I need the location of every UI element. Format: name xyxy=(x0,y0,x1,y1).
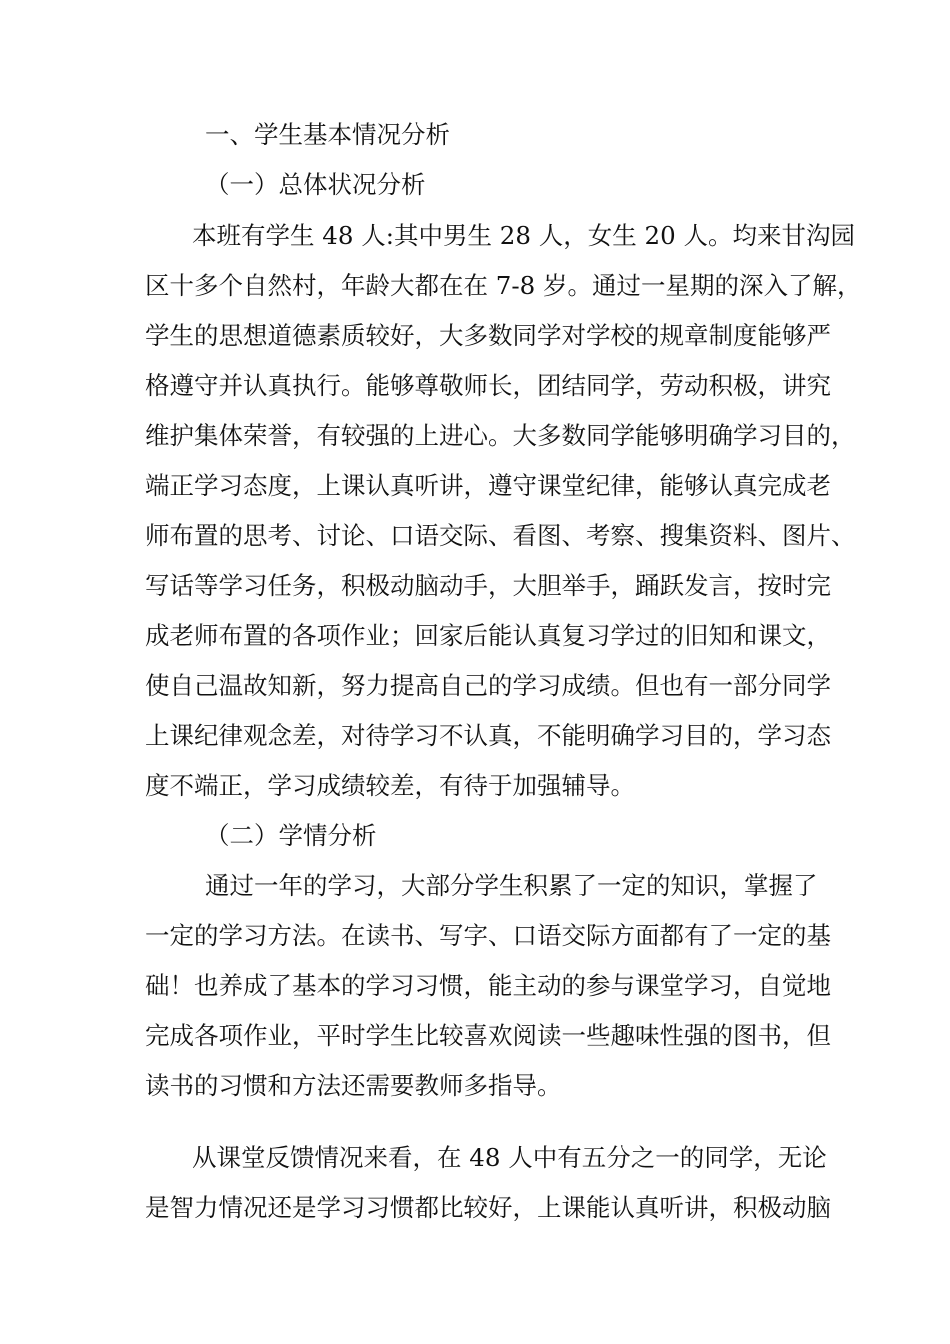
paragraph-line: 区十多个自然村，年龄大都在在 7-8 岁。通过一星期的深入了解， xyxy=(145,271,862,300)
subsection-heading-overall: （一）总体状况分析 xyxy=(205,170,426,199)
paragraph-line: 度不端正，学习成绩较差，有待于加强辅导。 xyxy=(145,771,635,800)
paragraph-line: 通过一年的学习，大部分学生积累了一定的知识，掌握了 xyxy=(205,871,818,900)
paragraph-line: 学生的思想道德素质较好，大多数同学对学校的规章制度能够严 xyxy=(145,321,831,350)
paragraph-line: 从课堂反馈情况来看，在 48 人中有五分之一的同学，无论 xyxy=(192,1143,827,1172)
paragraph-line: 是智力情况还是学习习惯都比较好，上课能认真听讲，积极动脑 xyxy=(145,1193,831,1222)
paragraph-line: 读书的习惯和方法还需要教师多指导。 xyxy=(145,1071,562,1100)
paragraph-line: 写话等学习任务，积极动脑动手，大胆举手，踊跃发言，按时完 xyxy=(145,571,831,600)
paragraph-line: 一定的学习方法。在读书、写字、口语交际方面都有了一定的基 xyxy=(145,921,831,950)
paragraph-line: 师布置的思考、讨论、口语交际、看图、考察、搜集资料、图片、 xyxy=(145,521,856,550)
paragraph-line: 维护集体荣誉，有较强的上进心。大多数同学能够明确学习目的， xyxy=(145,421,856,450)
paragraph-line: 本班有学生 48 人:其中男生 28 人，女生 20 人。均来甘沟园 xyxy=(192,221,856,250)
paragraph-line: 端正学习态度，上课认真听讲，遵守课堂纪律，能够认真完成老 xyxy=(145,471,831,500)
paragraph-line: 格遵守并认真执行。能够尊敬师长，团结同学，劳动积极，讲究 xyxy=(145,371,831,400)
paragraph-line: 完成各项作业，平时学生比较喜欢阅读一些趣味性强的图书，但 xyxy=(145,1021,831,1050)
paragraph-line: 础！也养成了基本的学习习惯，能主动的参与课堂学习，自觉地 xyxy=(145,971,831,1000)
subsection-heading-learning: （二）学情分析 xyxy=(205,821,377,850)
paragraph-line: 使自己温故知新，努力提高自己的学习成绩。但也有一部分同学 xyxy=(145,671,831,700)
paragraph-line: 成老师布置的各项作业；回家后能认真复习学过的旧知和课文， xyxy=(145,621,831,650)
paragraph-line: 上课纪律观念差，对待学习不认真，不能明确学习目的，学习态 xyxy=(145,721,831,750)
section-heading-1: 一、学生基本情况分析 xyxy=(205,120,450,149)
